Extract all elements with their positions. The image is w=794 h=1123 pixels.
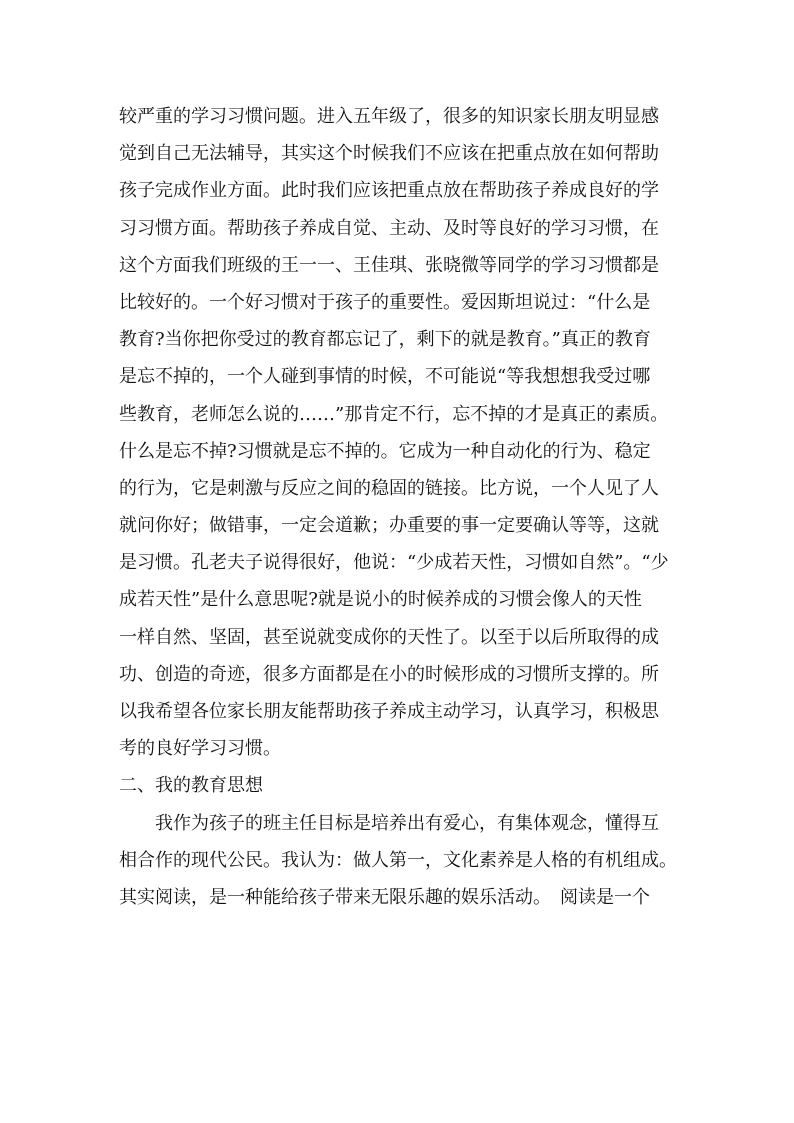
body-line: 功、创造的奇迹，很多方面都是在小的时候形成的习惯所支撑的。所 [119,663,659,685]
body-line: 什么是忘不掉?习惯就是忘不掉的。它成为一种自动化的行为、稳定 [119,440,651,462]
body-line: 是习惯。孔老夫子说得很好，他说：“少成若天性，习惯如自然”。“少 [119,552,669,574]
body-line: 的行为，它是刺激与反应之间的稳固的链接。比方说，一个人见了人 [119,477,659,499]
body-line: 考的良好学习习惯。 [119,738,281,760]
body-line: 成若天性”是什么意思呢?就是说小的时候养成的习惯会像人的天性 [119,589,642,611]
body-line: 一样自然、坚固，甚至说就变成你的天性了。以至于以后所取得的成 [119,626,659,648]
document-body [119,98,687,916]
body-line: 这个方面我们班级的王一一、王佳琪、张晓微等同学的学习习惯都是 [119,254,659,276]
section-paragraph-line: 其实阅读，是一种能给孩子带来无限乐趣的娱乐活动。 阅读是一个 [119,886,650,908]
body-line: 是忘不掉的，一个人碰到事情的时候，不可能说“等我想想我受过哪 [119,366,651,388]
section-paragraph-line: 相合作的现代公民。我认为：做人第一，文化素养是人格的有机组成。 [119,849,677,871]
body-line: 觉到自己无法辅导，其实这个时候我们不应该在把重点放在如何帮助 [119,143,659,165]
body-line: 就问你好；做错事，一定会道歉；办重要的事一定要确认等等，这就 [119,515,659,537]
body-line: 些教育，老师怎么说的……”那肯定不行，忘不掉的才是真正的素质。 [119,403,669,425]
body-line: 以我希望各位家长朋友能帮助孩子养成主动学习，认真学习，积极思 [119,701,659,722]
body-line: 习习惯方面。帮助孩子养成自觉、主动、及时等良好的学习习惯，在 [119,217,659,239]
body-line: 孩子完成作业方面。此时我们应该把重点放在帮助孩子养成良好的学 [119,180,659,202]
section-paragraph-first-line: 我作为孩子的班主任目标是培养出有爱心，有集体观念，懂得互 [155,812,659,834]
body-line: 教育?当你把你受过的教育都忘记了，剩下的就是教育。”真正的教育 [119,329,651,351]
body-line: 较严重的学习习惯问题。进入五年级了，很多的知识家长朋友明显感 [119,106,659,127]
body-line: 比较好的。一个好习惯对于孩子的重要性。爱因斯坦说过：“什么是 [119,291,651,313]
section-heading: 二、我的教育思想 [119,775,263,797]
